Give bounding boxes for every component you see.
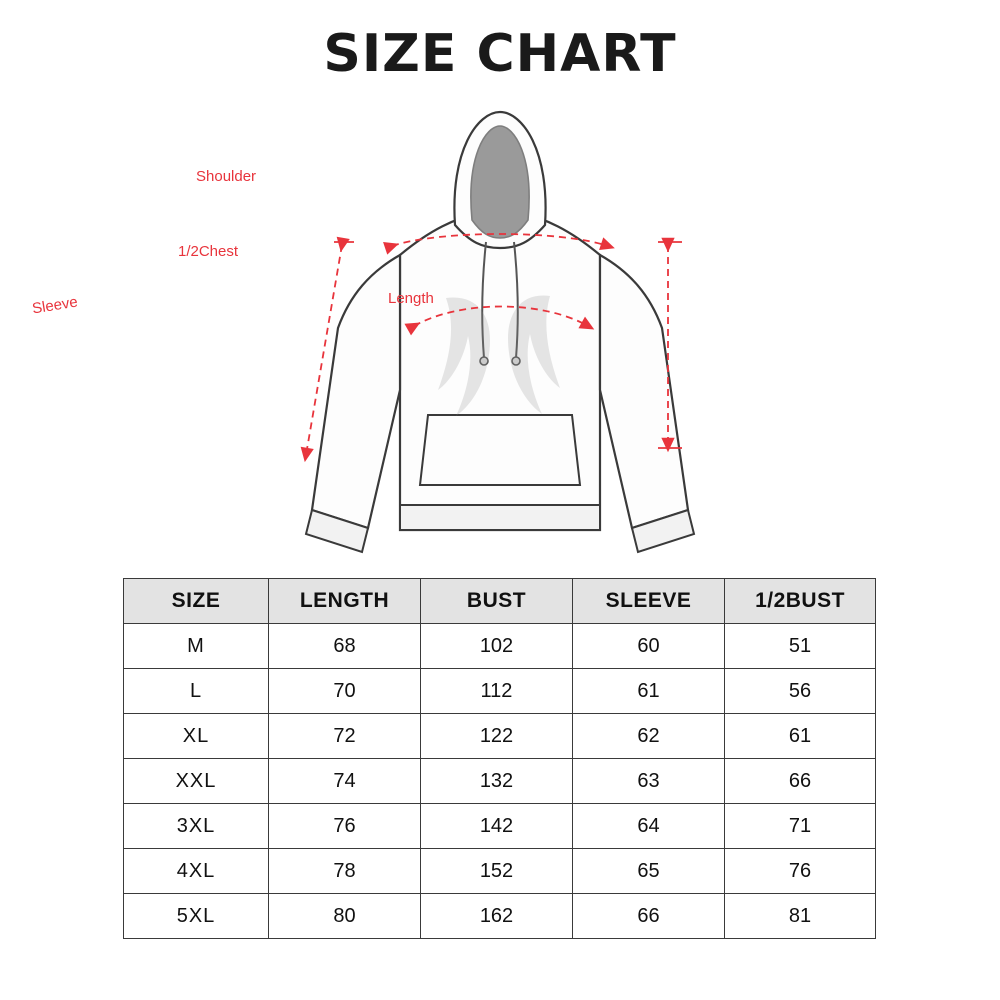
cell-sleeve: 61 bbox=[573, 669, 725, 714]
cell-sleeve: 64 bbox=[573, 804, 725, 849]
cell-size: 3XL bbox=[124, 804, 269, 849]
column-header-half-bust: 1/2BUST bbox=[725, 579, 876, 624]
cell-bust: 102 bbox=[421, 624, 573, 669]
cell-size: XXL bbox=[124, 759, 269, 804]
size-table-container bbox=[123, 578, 875, 939]
column-header-size: SIZE bbox=[124, 579, 269, 624]
cell-sleeve: 63 bbox=[573, 759, 725, 804]
cell-bust: 132 bbox=[421, 759, 573, 804]
table-header-row bbox=[124, 579, 876, 624]
cell-bust: 122 bbox=[421, 714, 573, 759]
label-length: Length bbox=[388, 290, 434, 307]
table-row bbox=[124, 804, 876, 849]
column-header-bust: BUST bbox=[421, 579, 573, 624]
cell-half-bust: 81 bbox=[725, 894, 876, 939]
column-header-length: LENGTH bbox=[269, 579, 421, 624]
cell-bust: 152 bbox=[421, 849, 573, 894]
cell-size: 5XL bbox=[124, 894, 269, 939]
hoodie-left-sleeve bbox=[312, 255, 400, 528]
cell-half-bust: 56 bbox=[725, 669, 876, 714]
cell-size: 4XL bbox=[124, 849, 269, 894]
label-shoulder: Shoulder bbox=[196, 168, 257, 185]
hoodie-hem bbox=[400, 505, 600, 530]
cell-half-bust: 71 bbox=[725, 804, 876, 849]
cell-bust: 142 bbox=[421, 804, 573, 849]
label-sleeve: Sleeve bbox=[30, 293, 79, 318]
cell-sleeve: 66 bbox=[573, 894, 725, 939]
cell-length: 80 bbox=[269, 894, 421, 939]
cell-size: L bbox=[124, 669, 269, 714]
cell-length: 74 bbox=[269, 759, 421, 804]
cell-half-bust: 51 bbox=[725, 624, 876, 669]
table-row bbox=[124, 714, 876, 759]
page-title: SIZE CHART bbox=[323, 24, 677, 84]
cell-size: M bbox=[124, 624, 269, 669]
table-body bbox=[124, 624, 876, 939]
label-half-chest: 1/2Chest bbox=[178, 243, 239, 260]
table-row bbox=[124, 669, 876, 714]
hoodie-illustration bbox=[250, 90, 750, 560]
cell-sleeve: 65 bbox=[573, 849, 725, 894]
column-header-sleeve: SLEEVE bbox=[573, 579, 725, 624]
cell-bust: 162 bbox=[421, 894, 573, 939]
cell-size: XL bbox=[124, 714, 269, 759]
table-row bbox=[124, 624, 876, 669]
hoodie-right-sleeve bbox=[600, 255, 688, 528]
cell-length: 76 bbox=[269, 804, 421, 849]
size-table bbox=[123, 578, 876, 939]
cell-bust: 112 bbox=[421, 669, 573, 714]
cell-sleeve: 60 bbox=[573, 624, 725, 669]
hoodie-pocket bbox=[420, 415, 580, 485]
cell-half-bust: 66 bbox=[725, 759, 876, 804]
cell-length: 70 bbox=[269, 669, 421, 714]
table-row bbox=[124, 849, 876, 894]
table-row bbox=[124, 894, 876, 939]
cell-length: 78 bbox=[269, 849, 421, 894]
cell-sleeve: 62 bbox=[573, 714, 725, 759]
cell-length: 68 bbox=[269, 624, 421, 669]
cell-half-bust: 76 bbox=[725, 849, 876, 894]
cell-half-bust: 61 bbox=[725, 714, 876, 759]
cell-length: 72 bbox=[269, 714, 421, 759]
table-row bbox=[124, 759, 876, 804]
